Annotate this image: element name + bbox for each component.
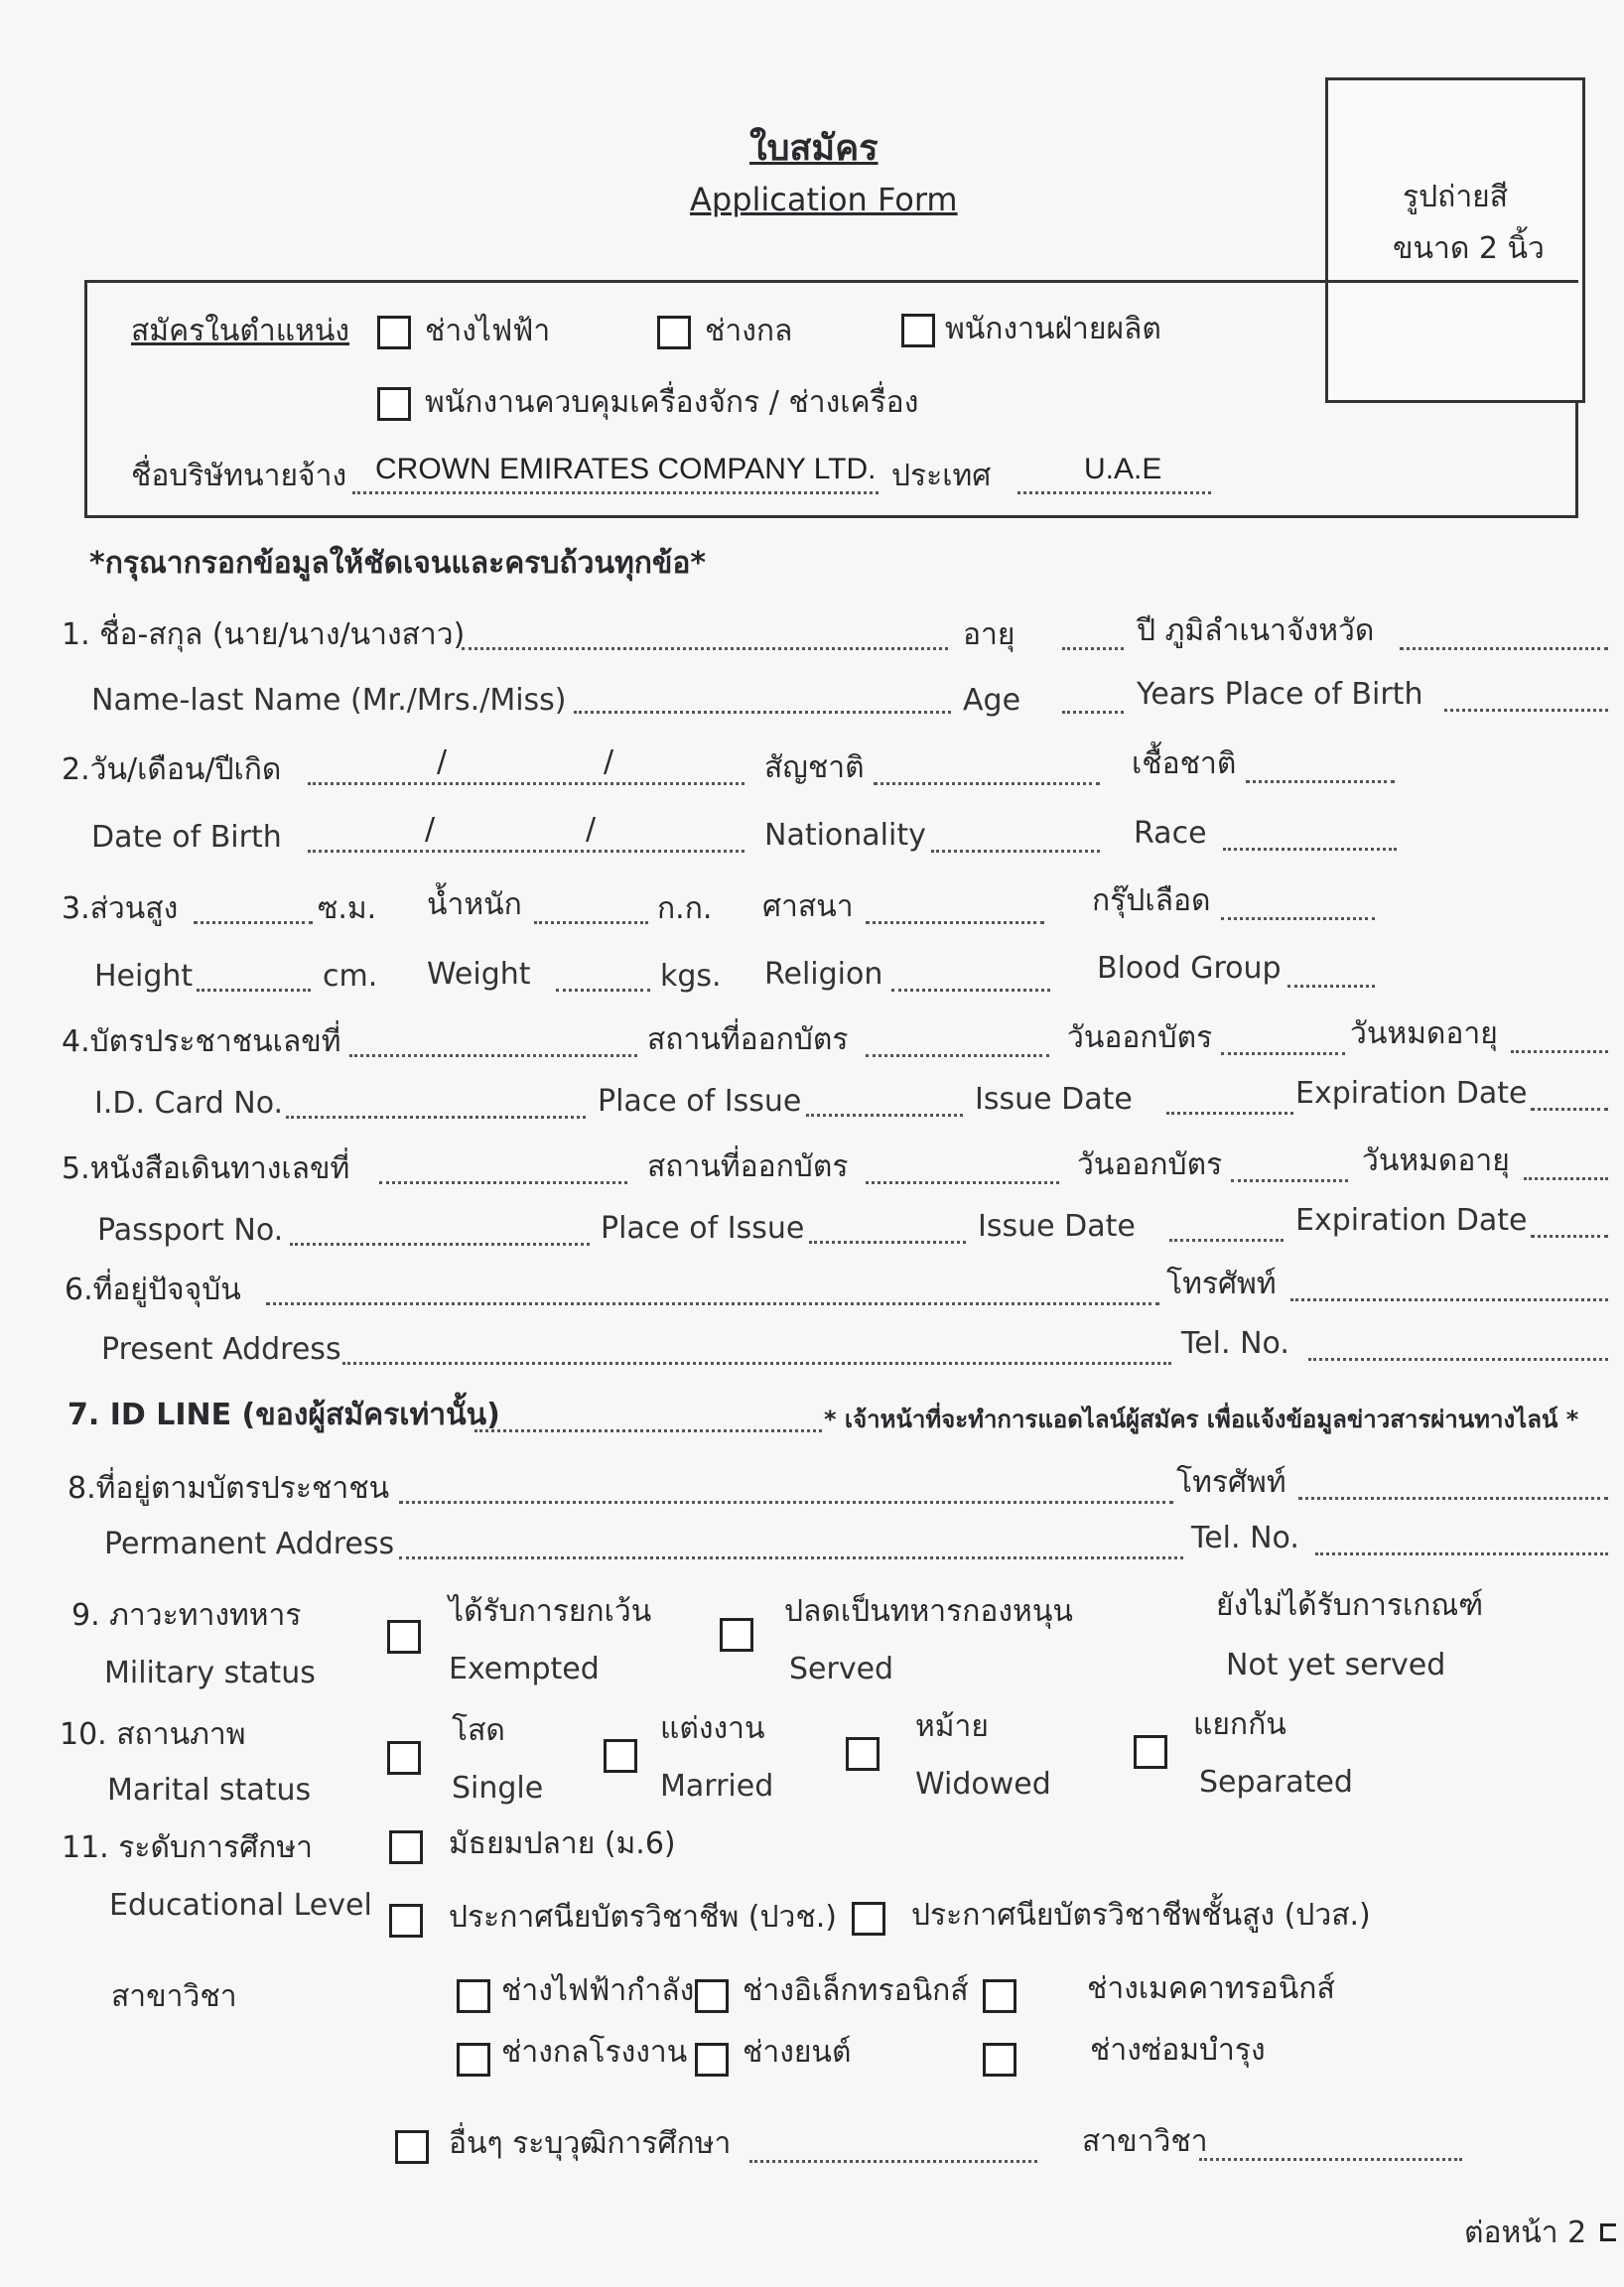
- option-production-staff: พนักงานฝ่ายผลิต: [945, 312, 1161, 346]
- q6-tel-label-th: โทรศัพท์: [1166, 1267, 1277, 1301]
- q5-issue-label-en: Issue Date: [978, 1209, 1136, 1244]
- q1-years-label-th: ปี ภูมิลำเนาจังหวัด: [1137, 613, 1375, 648]
- checkbox-major-automotive[interactable]: [695, 2043, 729, 2077]
- checkbox-major-maintenance[interactable]: [983, 2043, 1016, 2077]
- q4-issue-label-th: วันออกบัตร: [1067, 1020, 1213, 1055]
- q2-nationality-label-th: สัญชาติ: [764, 750, 865, 785]
- q2-race-field-en[interactable]: [1223, 818, 1397, 851]
- q7-line-id-field[interactable]: [474, 1400, 822, 1432]
- q9-exempted-en: Exempted: [449, 1652, 600, 1686]
- q9-not-served-en: Not yet served: [1226, 1648, 1446, 1682]
- q11-label-th: 11. ระดับการศึกษา: [62, 1830, 313, 1865]
- q5-passport-label-th: 5.หนังสือเดินทางเลขที่: [62, 1151, 350, 1186]
- q2-dob-label-th: 2.วัน/เดือน/ปีเกิด: [62, 752, 282, 787]
- q8-tel-field[interactable]: [1298, 1467, 1608, 1500]
- q4-exp-field-en[interactable]: [1531, 1078, 1608, 1111]
- q10-widowed-th: หม้าย: [915, 1709, 989, 1744]
- q5-place-label-th: สถานที่ออกบัตร: [647, 1149, 849, 1184]
- checkbox-married[interactable]: [604, 1739, 637, 1773]
- q9-served-en: Served: [789, 1652, 894, 1686]
- q2-race-field[interactable]: [1246, 750, 1395, 783]
- q2-dob-field-en[interactable]: [308, 820, 744, 853]
- q6-address-field-en[interactable]: [342, 1332, 1171, 1365]
- major-maintenance: ช่างซ่อมบำรุง: [1090, 2033, 1266, 2068]
- checkbox-vocational-cert[interactable]: [389, 1904, 423, 1938]
- q10-married-th: แต่งงาน: [660, 1711, 765, 1746]
- q3-cm-en: cm.: [323, 959, 378, 994]
- q10-label-th: 10. สถานภาพ: [60, 1717, 246, 1752]
- q4-place-label-th: สถานที่ออกบัตร: [647, 1022, 849, 1057]
- q10-single-th: โสด: [452, 1713, 505, 1748]
- q9-label-th: 9. ภาวะทางทหาร: [71, 1598, 302, 1633]
- q3-weight-label-en: Weight: [427, 957, 531, 992]
- q3-height-field-en[interactable]: [197, 959, 311, 992]
- checkbox-served[interactable]: [720, 1618, 753, 1652]
- q2-dob-label-en: Date of Birth: [91, 820, 282, 855]
- q4-place-field-en[interactable]: [806, 1084, 963, 1117]
- option-electrician: ช่างไฟฟ้า: [425, 314, 551, 348]
- q3-kg-th: ก.ก.: [657, 891, 713, 926]
- q2-race-label-th: เชื้อชาติ: [1132, 746, 1237, 781]
- q1-birthplace-field-en[interactable]: [1444, 679, 1608, 712]
- checkbox-major-machine-shop[interactable]: [457, 2043, 490, 2077]
- option-machine-operator: พนักงานควบคุมเครื่องจักร / ช่างเครื่อง: [425, 385, 919, 420]
- major-automotive: ช่างยนต์: [743, 2035, 852, 2070]
- country-value: U.A.E: [1084, 453, 1162, 485]
- q3-blood-label-th: กรุ๊ปเลือด: [1092, 883, 1211, 918]
- q9-label-en: Military status: [104, 1656, 316, 1690]
- q2-dob-slash2: /: [604, 744, 614, 779]
- q11-high-school: มัธยมปลาย (ม.6): [449, 1826, 676, 1861]
- q2-dob-slash3: /: [425, 812, 436, 847]
- other-education-label: อื่นๆ ระบุวุฒิการศึกษา: [449, 2126, 732, 2161]
- checkbox-mechanic[interactable]: [657, 316, 691, 349]
- q8-address-label-th: 8.ที่อยู่ตามบัตรประชาชน: [68, 1471, 390, 1506]
- q4-id-field[interactable]: [349, 1024, 637, 1057]
- q3-weight-field-en[interactable]: [556, 959, 650, 992]
- q6-tel-field[interactable]: [1290, 1269, 1608, 1301]
- option-mechanic: ช่างกล: [705, 314, 793, 348]
- q5-place-label-en: Place of Issue: [601, 1211, 805, 1246]
- q3-weight-label-th: น้ำหนัก: [427, 887, 522, 922]
- country-label: ประเทศ: [891, 459, 992, 493]
- q3-weight-field[interactable]: [534, 891, 648, 924]
- q4-exp-label-en: Expiration Date: [1295, 1076, 1528, 1111]
- employer-label: ชื่อบริษัทนายจ้าง: [131, 459, 347, 493]
- q8-address-field[interactable]: [399, 1471, 1173, 1504]
- q1-age-field[interactable]: [1062, 617, 1124, 650]
- q4-issue-field[interactable]: [1221, 1022, 1345, 1055]
- q10-married-en: Married: [660, 1769, 774, 1804]
- q1-name-label-en: Name-last Name (Mr./Mrs./Miss): [91, 683, 567, 718]
- q2-nationality-label-en: Nationality: [764, 818, 926, 853]
- q3-blood-field-en[interactable]: [1287, 955, 1375, 988]
- q6-address-field[interactable]: [266, 1273, 1159, 1305]
- q5-exp-field[interactable]: [1524, 1147, 1608, 1180]
- checkbox-major-mechatronics[interactable]: [983, 1979, 1016, 2013]
- q5-place-field-en[interactable]: [809, 1211, 966, 1244]
- q4-id-label-en: I.D. Card No.: [94, 1086, 284, 1121]
- q2-race-label-en: Race: [1134, 816, 1207, 851]
- q2-nationality-field[interactable]: [874, 752, 1100, 785]
- q2-dob-field[interactable]: [308, 752, 744, 785]
- checkbox-high-vocational-cert[interactable]: [852, 1902, 885, 1936]
- position-box-right: [1575, 403, 1578, 518]
- photo-box-line2: ขนาด 2 นิ้ว: [1393, 231, 1545, 266]
- q3-height-label-th: 3.ส่วนสูง: [62, 891, 179, 926]
- q10-widowed-en: Widowed: [915, 1767, 1051, 1802]
- q2-dob-slash1: /: [437, 744, 448, 779]
- q1-age-field-en[interactable]: [1062, 681, 1124, 714]
- next-page-arrow-icon: [1600, 2223, 1616, 2241]
- q10-separated-en: Separated: [1199, 1765, 1353, 1800]
- checkbox-high-school[interactable]: [389, 1830, 423, 1864]
- q10-label-en: Marital status: [107, 1773, 312, 1808]
- q4-place-field[interactable]: [866, 1024, 1049, 1057]
- q5-passport-label-en: Passport No.: [97, 1213, 284, 1248]
- q3-religion-label-th: ศาสนา: [762, 889, 854, 924]
- q9-not-served-th: ยังไม่ได้รับการเกณฑ์: [1216, 1588, 1484, 1623]
- q4-id-label-th: 4.บัตรประชาชนเลขที่: [62, 1024, 341, 1059]
- q1-years-label-en: Years Place of Birth: [1137, 677, 1423, 712]
- q8-tel-label-en: Tel. No.: [1191, 1521, 1299, 1555]
- q3-religion-label-en: Religion: [764, 957, 883, 992]
- q3-height-label-en: Height: [94, 959, 194, 994]
- q10-separated-th: แยกกัน: [1193, 1707, 1286, 1742]
- q1-name-field-en[interactable]: [574, 681, 951, 714]
- checkbox-separated[interactable]: [1134, 1735, 1167, 1769]
- employer-value: CROWN EMIRATES COMPANY LTD.: [375, 453, 877, 485]
- q3-blood-label-en: Blood Group: [1097, 951, 1282, 986]
- q8-tel-label-th: โทรศัพท์: [1176, 1465, 1286, 1500]
- other-major-field[interactable]: [1199, 2128, 1462, 2161]
- q3-religion-field-en[interactable]: [891, 959, 1050, 992]
- q8-tel-field-en[interactable]: [1315, 1523, 1608, 1555]
- checkbox-single[interactable]: [387, 1741, 421, 1775]
- checkbox-machine-operator[interactable]: [377, 387, 411, 421]
- q8-address-field-en[interactable]: [399, 1527, 1183, 1559]
- q2-nationality-field-en[interactable]: [931, 820, 1100, 853]
- checkbox-other-education[interactable]: [395, 2130, 429, 2164]
- other-major-label: สาขาวิชา: [1082, 2124, 1208, 2159]
- major-label: สาขาวิชา: [111, 1979, 237, 2014]
- q3-religion-field[interactable]: [866, 891, 1044, 924]
- position-label: สมัครในตำแหน่ง: [131, 314, 350, 348]
- q1-name-label-th: 1. ชื่อ-สกุล (นาย/นาง/นางสาว): [62, 617, 466, 652]
- q7-note: * เจ้าหน้าที่จะทำการแอดไลน์ผู้สมัคร เพื่อแจ้งข้อมูลข่าวสารผ่านทางไลน์ *: [824, 1406, 1579, 1433]
- q4-issue-label-en: Issue Date: [975, 1082, 1133, 1117]
- q6-address-label-th: 6.ที่อยู่ปัจจุบัน: [65, 1273, 241, 1307]
- major-mechatronics: ช่างเมคคาทรอนิกส์: [1087, 1971, 1335, 2006]
- q4-issue-field-en[interactable]: [1166, 1082, 1293, 1115]
- q6-address-label-en: Present Address: [101, 1332, 341, 1367]
- major-machine-shop: ช่างกลโรงงาน: [501, 2035, 688, 2070]
- checkbox-electrician[interactable]: [377, 316, 411, 349]
- q5-place-field[interactable]: [866, 1151, 1059, 1184]
- q1-birthplace-field[interactable]: [1400, 617, 1608, 650]
- q2-dob-slash4: /: [586, 812, 597, 847]
- instruction-text: *กรุณากรอกข้อมูลให้ชัดเจนและครบถ้วนทุกข้อ*: [89, 546, 707, 581]
- q6-tel-field-en[interactable]: [1308, 1328, 1608, 1361]
- checkbox-exempted[interactable]: [387, 1620, 421, 1654]
- other-education-field[interactable]: [749, 2130, 1037, 2163]
- q10-single-en: Single: [452, 1771, 544, 1806]
- q4-exp-field[interactable]: [1511, 1020, 1608, 1053]
- q9-exempted-th: ได้รับการยกเว้น: [449, 1594, 652, 1629]
- q5-exp-label-th: วันหมดอายุ: [1362, 1144, 1510, 1178]
- q4-place-label-en: Place of Issue: [598, 1084, 802, 1119]
- checkbox-major-power-electric[interactable]: [457, 1979, 490, 2013]
- q5-issue-field-en[interactable]: [1169, 1209, 1284, 1242]
- q1-age-label-th: อายุ: [963, 617, 1015, 652]
- checkbox-widowed[interactable]: [846, 1737, 880, 1771]
- q9-served-th: ปลดเป็นทหารกองหนุน: [784, 1594, 1073, 1629]
- q5-exp-label-en: Expiration Date: [1295, 1203, 1528, 1238]
- q4-id-field-en[interactable]: [286, 1086, 586, 1119]
- photo-box-line1: รูปถ่ายสี: [1403, 180, 1509, 214]
- q5-exp-field-en[interactable]: [1531, 1205, 1608, 1238]
- q3-kg-en: kgs.: [660, 959, 722, 994]
- q3-cm-th: ซ.ม.: [318, 891, 377, 926]
- q3-blood-field[interactable]: [1221, 887, 1375, 920]
- checkbox-production-staff[interactable]: [901, 314, 935, 347]
- title-thai: ใบสมัคร: [749, 128, 879, 169]
- q5-passport-field-en[interactable]: [290, 1213, 590, 1246]
- q11-label-en: Educational Level: [109, 1888, 372, 1923]
- q8-address-label-en: Permanent Address: [104, 1527, 395, 1561]
- q5-passport-field[interactable]: [379, 1151, 627, 1184]
- major-electronics: ช่างอิเล็กทรอนิกส์: [743, 1973, 969, 2008]
- q1-name-field[interactable]: [462, 617, 948, 650]
- checkbox-major-electronics[interactable]: [695, 1979, 729, 2013]
- q4-exp-label-th: วันหมดอายุ: [1350, 1016, 1498, 1051]
- q11-high-vocational-cert: ประกาศนียบัตรวิชาชีพชั้นสูง (ปวส.): [911, 1898, 1371, 1933]
- q11-vocational-cert: ประกาศนียบัตรวิชาชีพ (ปวช.): [449, 1900, 837, 1935]
- q5-issue-label-th: วันออกบัตร: [1077, 1147, 1223, 1182]
- q7-line-id-label: 7. ID LINE (ของผู้สมัครเท่านั้น): [68, 1398, 500, 1432]
- major-power-electric: ช่างไฟฟ้ากำลัง: [501, 1973, 695, 2008]
- q6-tel-label-en: Tel. No.: [1181, 1326, 1289, 1361]
- q1-age-label-en: Age: [963, 683, 1021, 718]
- title-english: Application Form: [690, 181, 958, 218]
- next-page-label: ต่อหน้า 2: [1464, 2216, 1587, 2250]
- q3-height-field[interactable]: [194, 891, 313, 924]
- q5-issue-field[interactable]: [1231, 1149, 1348, 1182]
